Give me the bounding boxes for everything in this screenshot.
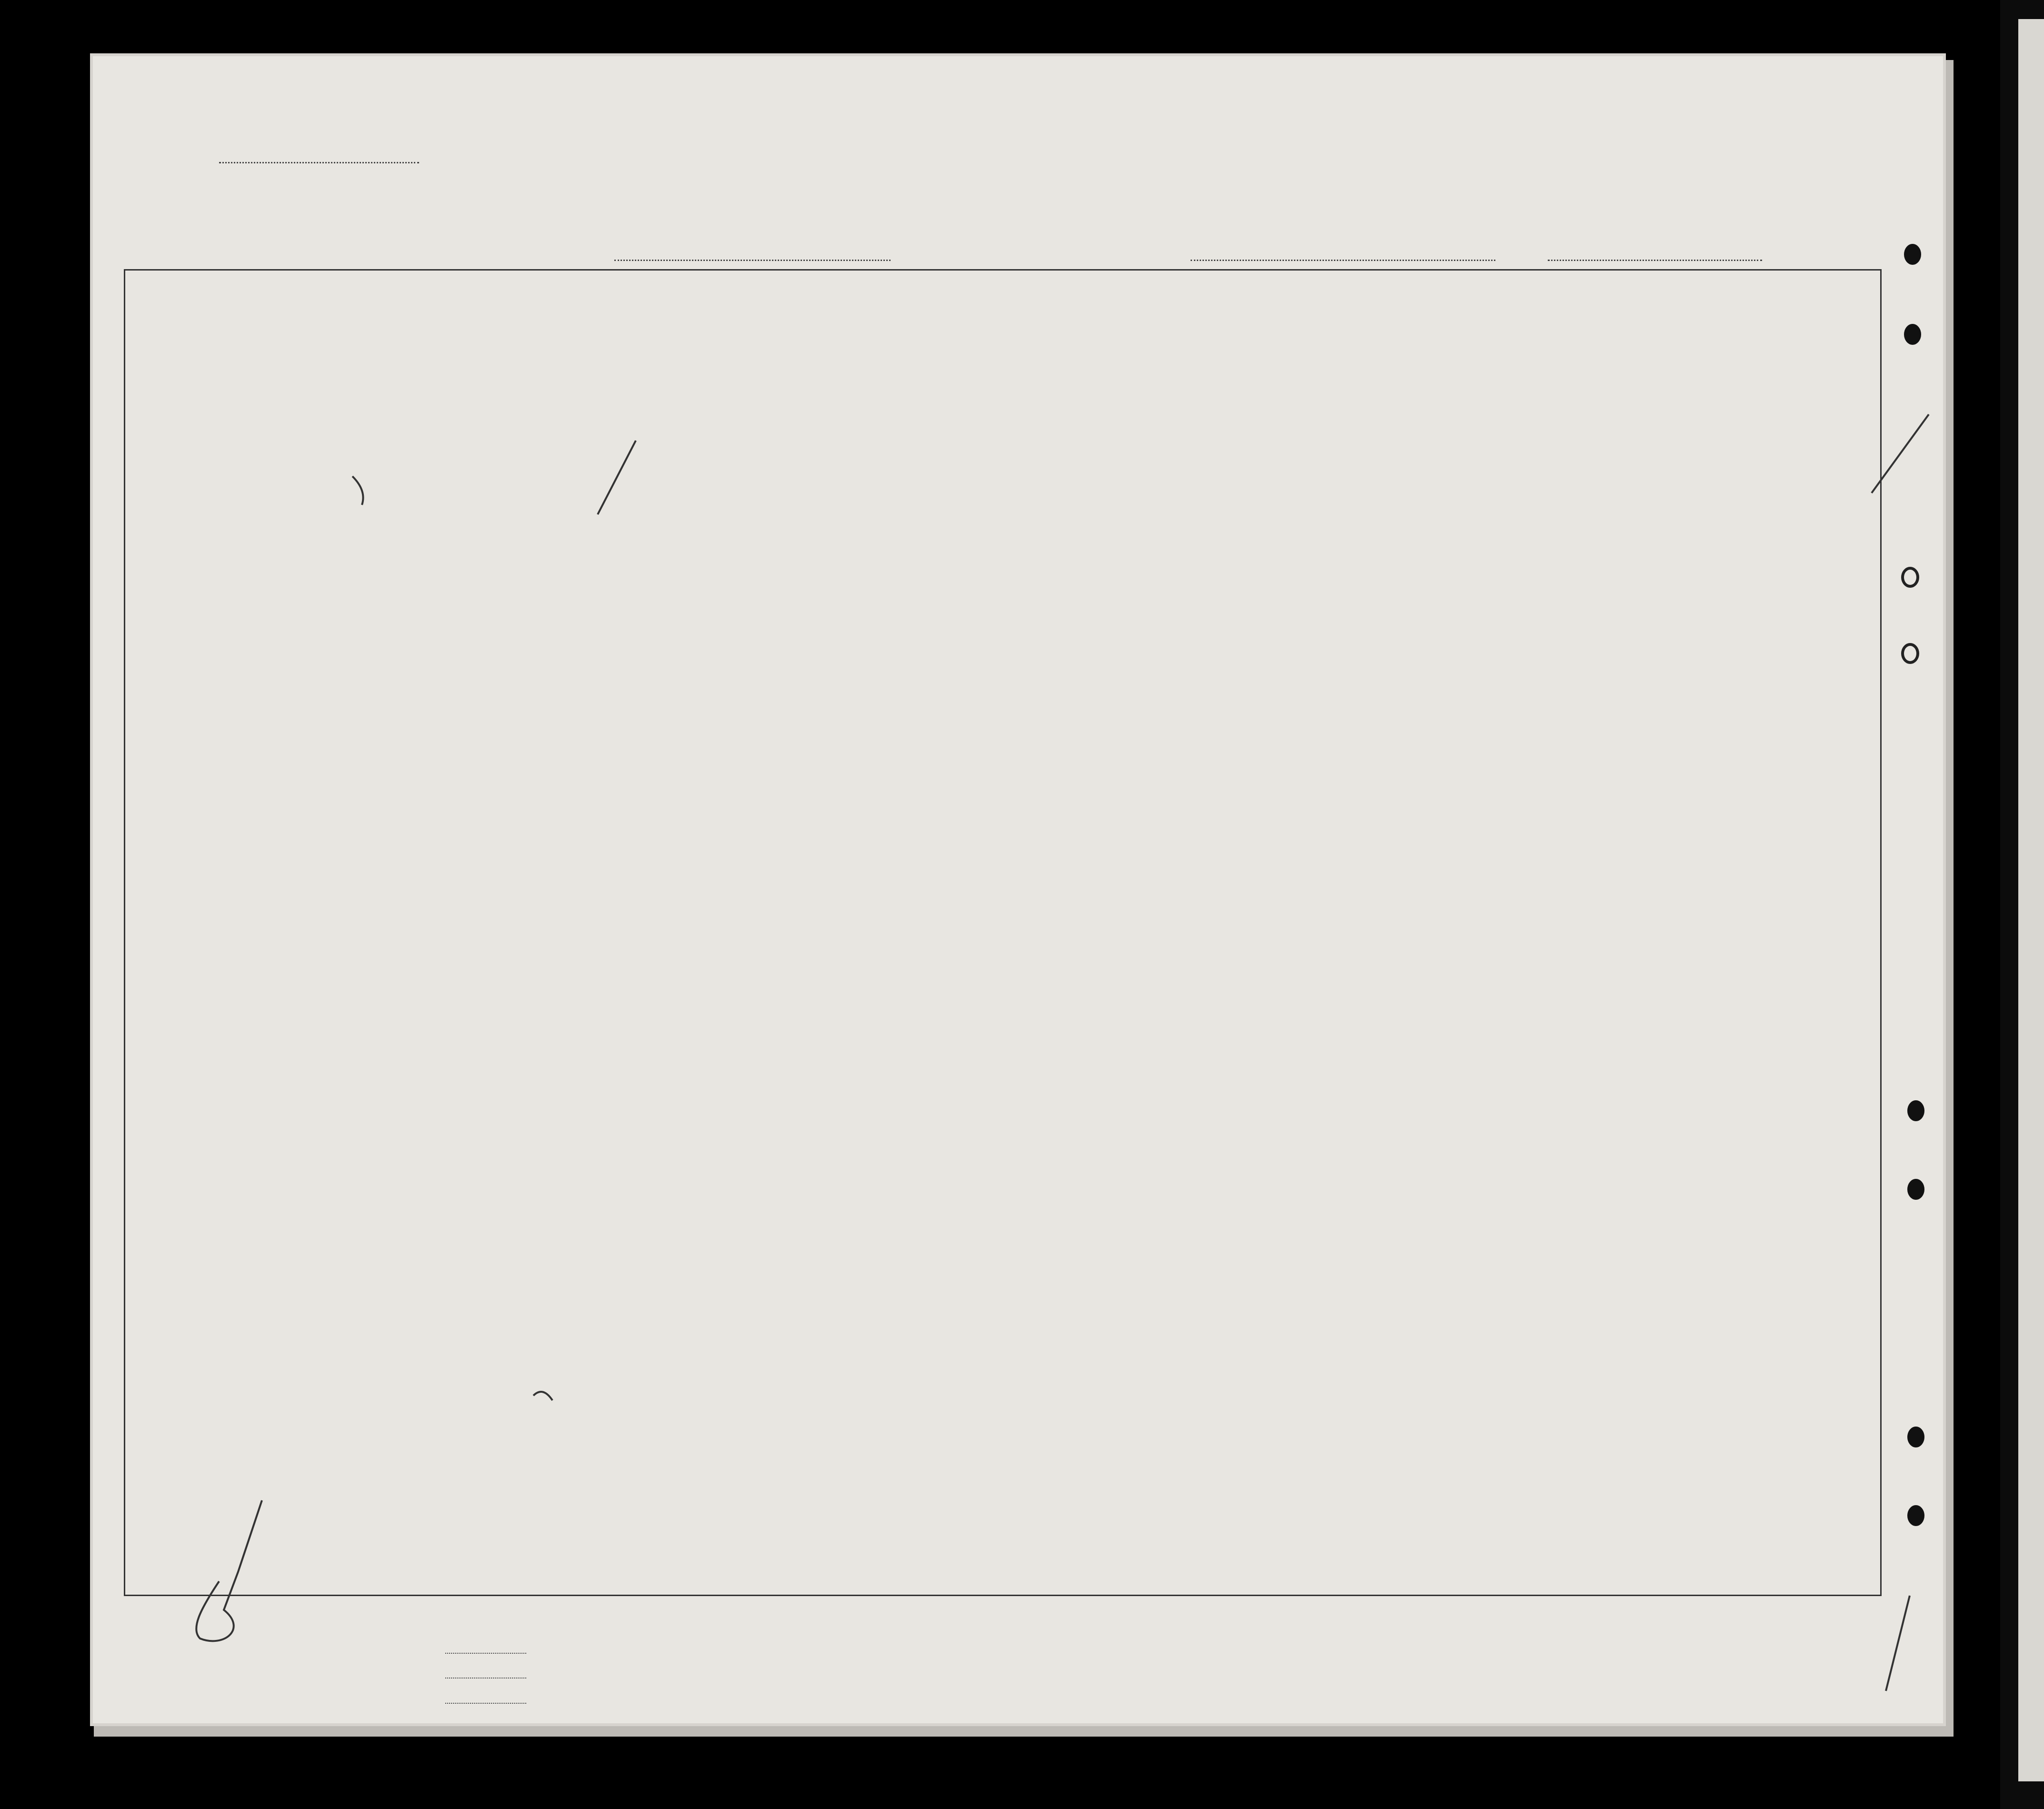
binder-hole [1904, 324, 1921, 345]
binder-hole [1901, 643, 1919, 664]
binder-hole [1907, 1179, 1924, 1200]
handwritten-five [196, 1500, 262, 1641]
small-mark-row-26 [533, 1392, 552, 1400]
checkmark-bottom-right [1886, 1596, 1910, 1691]
checkmark-age [598, 441, 636, 514]
checkmark-family-name [352, 476, 363, 505]
binder-hole [1907, 1505, 1924, 1526]
binder-hole [1901, 567, 1919, 588]
binder-hole [1907, 1100, 1924, 1121]
aliens-line [445, 1703, 526, 1704]
binder-hole [1907, 1427, 1924, 1447]
total-passengers-line [445, 1653, 526, 1654]
binder-hole [1904, 244, 1921, 265]
checkmark-row-end [1872, 414, 1929, 493]
